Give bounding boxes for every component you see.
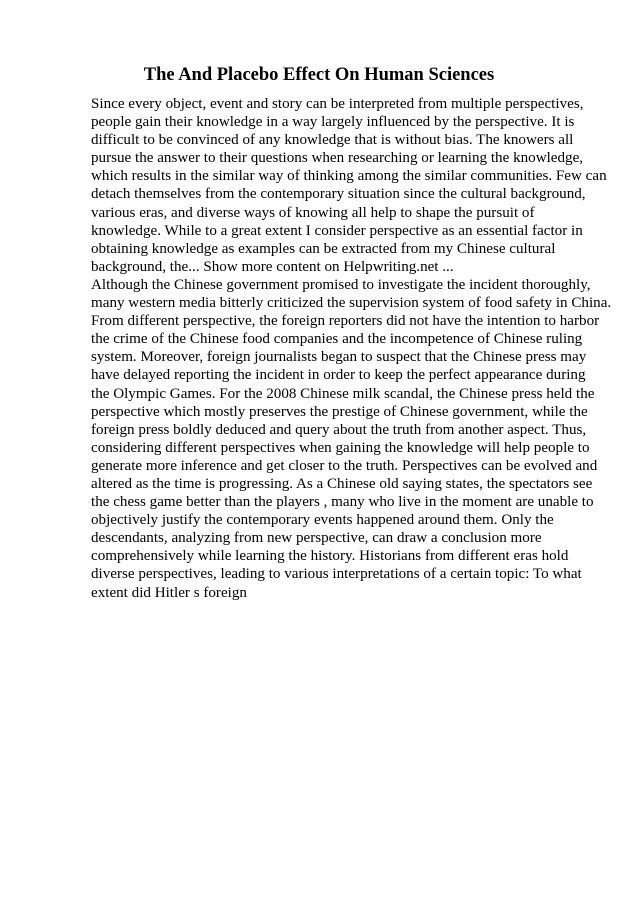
body-text-line: difficult to be convinced of any knowledge that is without bias. The knowers all — [91, 132, 574, 149]
body-text-line: system. Moreover, foreign journalists began to suspect that the Chinese press may — [91, 349, 587, 366]
body-text-line: various eras, and diverse ways of knowing all help to shape the pursuit of — [91, 204, 535, 221]
body-text-line: altered as the time is progressing. As a Chinese old saying states, the spectators see — [91, 475, 593, 492]
body-text-line: the chess game better than the players , many who live in the moment are unable to — [91, 494, 594, 511]
body-text-line: descendants, analyzing from new perspective, can draw a conclusion more — [91, 530, 542, 547]
body-text-line: the crime of the Chinese food companies and the incompetence of Chinese ruling — [91, 331, 583, 348]
body-text-line: background, the... Show more content on Helpwriting.net ... — [91, 258, 454, 275]
body-text-line: Although the Chinese government promised to investigate the incident thoroughly, — [91, 276, 591, 293]
body-text-line: considering different perspectives when gaining the knowledge will help people to — [91, 439, 590, 456]
body-text-line: foreign press boldly deduced and query about the truth from another aspect. Thus, — [91, 421, 587, 438]
document-title: The And Placebo Effect On Human Sciences — [143, 65, 495, 85]
body-text-line: objectively justify the contemporary events happened around them. Only the — [91, 512, 554, 529]
body-text-line: have delayed reporting the incident in order to keep the perfect appearance during — [91, 367, 586, 384]
body-text-line: extent did Hitler s foreign — [91, 584, 247, 601]
body-text-line: which results in the similar way of thinking among the similar communities. Few can — [91, 168, 607, 185]
body-text-line: many western media bitterly criticized the supervision system of food safety in China. — [91, 295, 612, 312]
body-text-line: diverse perspectives, leading to various interpretations of a certain topic: To what — [91, 566, 582, 583]
body-text-line: perspective which mostly preserves the prestige of Chinese government, while the — [91, 403, 588, 420]
body-text-line: Since every object, event and story can be interpreted from multiple perspectives, — [91, 96, 584, 112]
body-text-line: people gain their knowledge in a way largely influenced by the perspective. It is — [91, 114, 575, 131]
body-text-line: the Olympic Games. For the 2008 Chinese milk scandal, the Chinese press held the — [91, 385, 595, 402]
body-text-line: generate more inference and get closer to the truth. Perspectives can be evolved and — [91, 457, 598, 474]
body-text-line: From different perspective, the foreign reporters did not have the intention to harbor — [91, 313, 600, 330]
body-text-line: detach themselves from the contemporary situation since the cultural background, — [91, 186, 586, 203]
body-text-line: pursue the answer to their questions when researching or learning the knowledge, — [91, 150, 584, 167]
document-body — [91, 95, 611, 602]
body-text-line: comprehensively while learning the history. Historians from different eras hold — [91, 548, 569, 565]
body-text-line: obtaining knowledge as examples can be extracted from my Chinese cultural — [91, 240, 556, 257]
body-text-line: knowledge. While to a great extent I consider perspective as an essential factor in — [91, 222, 583, 239]
